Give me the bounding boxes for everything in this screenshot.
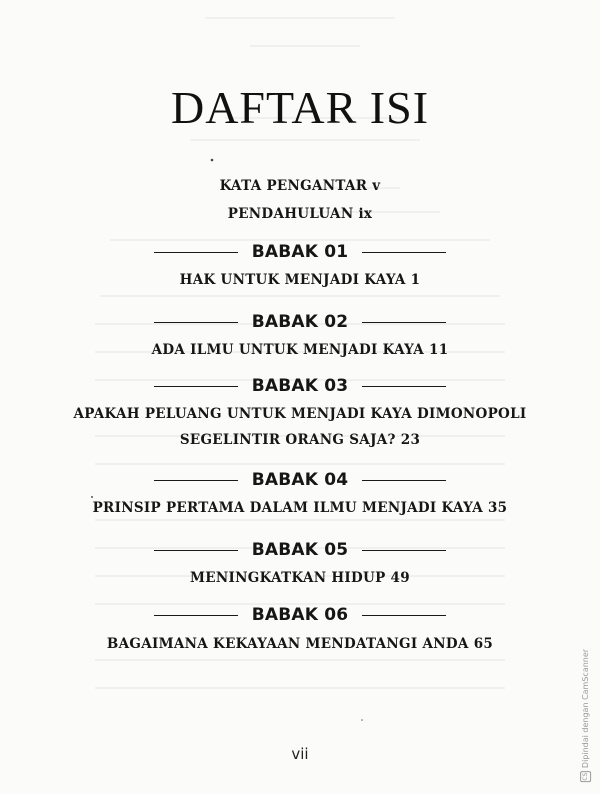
divider-rule-right: [362, 550, 446, 551]
chapter-heading-06: [0, 602, 600, 628]
toc-entry-chapter-05[interactable]: MENINGKATKAN HIDUP 49: [190, 570, 410, 586]
divider-rule-right: [362, 322, 446, 323]
divider-rule-left: [154, 480, 238, 481]
divider-rule-left: [154, 615, 238, 616]
toc-front-matter-kata-pengantar[interactable]: KATA PENGANTAR v: [219, 178, 381, 194]
chapter-label: BABAK 03: [251, 376, 349, 396]
chapter-label: BABAK 02: [251, 312, 349, 332]
toc-entry-chapter-06[interactable]: BAGAIMANA KEKAYAAN MENDATANGI ANDA 65: [106, 636, 494, 652]
divider-rule-right: [362, 615, 446, 616]
toc-front-matter-pendahuluan[interactable]: PENDAHULUAN ix: [227, 206, 373, 222]
chapter-heading-02: [0, 309, 600, 335]
toc-entry-chapter-03-line-2[interactable]: SEGELINTIR ORANG SAJA? 23: [179, 432, 421, 448]
page-number: vii: [291, 745, 309, 763]
divider-rule-left: [154, 322, 238, 323]
chapter-heading-03: [0, 373, 600, 399]
scanner-watermark-text: Dipindai dengan CamScanner: [581, 648, 591, 768]
chapter-label: BABAK 05: [251, 540, 349, 560]
scanner-watermark: [578, 640, 594, 790]
divider-rule-right: [362, 252, 446, 253]
chapter-label: BABAK 04: [251, 470, 349, 490]
camscanner-icon: CS: [582, 772, 590, 781]
divider-rule-right: [362, 386, 446, 387]
toc-entry-chapter-01[interactable]: HAK UNTUK MENJADI KAYA 1: [179, 272, 421, 288]
divider-rule-left: [154, 386, 238, 387]
toc-entry-chapter-04[interactable]: PRINSIP PERTAMA DALAM ILMU MENJADI KAYA 35: [92, 500, 508, 516]
divider-rule-right: [362, 480, 446, 481]
chapter-heading-04: [0, 467, 600, 493]
chapter-heading-01: [0, 239, 600, 265]
chapter-heading-05: [0, 537, 600, 563]
divider-rule-left: [154, 550, 238, 551]
toc-entry-chapter-02[interactable]: ADA ILMU UNTUK MENJADI KAYA 11: [151, 342, 449, 358]
page-title: DAFTAR ISI: [170, 81, 430, 133]
chapter-label: BABAK 06: [251, 605, 349, 625]
toc-entry-chapter-03-line-1[interactable]: APAKAH PELUANG UNTUK MENJADI KAYA DIMONOPOLI: [73, 406, 527, 422]
divider-rule-left: [154, 252, 238, 253]
chapter-label: BABAK 01: [251, 242, 349, 262]
